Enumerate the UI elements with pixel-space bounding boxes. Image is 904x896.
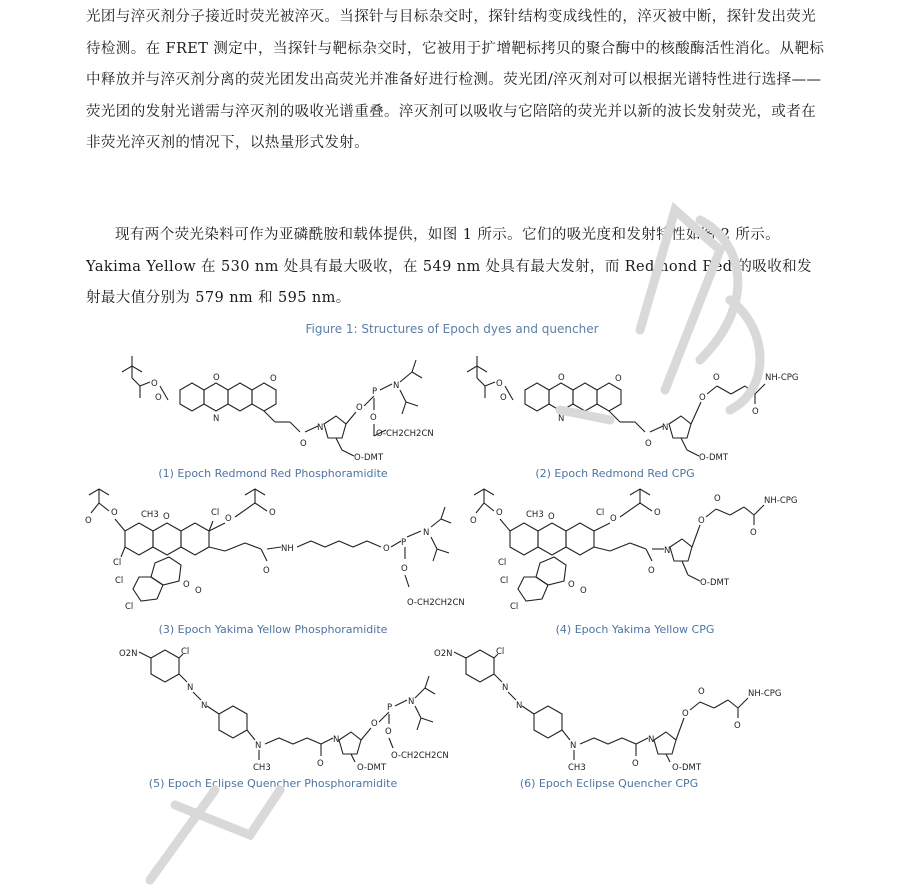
svg-text:O: O bbox=[648, 566, 655, 576]
svg-text:O: O bbox=[699, 393, 706, 403]
svg-text:O-CH2CH2CN: O-CH2CH2CN bbox=[407, 598, 465, 608]
caption-5: (5) Epoch Eclipse Quencher Phosphoramidite bbox=[148, 777, 398, 790]
svg-text:O: O bbox=[195, 586, 202, 596]
caption-3: (3) Epoch Yakima Yellow Phosphoramidite bbox=[158, 623, 388, 636]
svg-text:Cl: Cl bbox=[510, 602, 519, 612]
svg-text:O: O bbox=[610, 514, 617, 524]
svg-text:O: O bbox=[356, 403, 363, 413]
svg-text:O: O bbox=[750, 528, 757, 538]
svg-text:N: N bbox=[333, 735, 340, 745]
svg-text:O: O bbox=[85, 516, 92, 526]
svg-text:O: O bbox=[752, 407, 759, 417]
svg-text:O: O bbox=[698, 687, 705, 697]
svg-text:Cl: Cl bbox=[125, 602, 134, 612]
svg-text:CH3: CH3 bbox=[253, 763, 271, 773]
svg-text:O-DMT: O-DMT bbox=[354, 453, 384, 463]
svg-text:O: O bbox=[698, 516, 705, 526]
svg-text:O: O bbox=[632, 759, 639, 769]
svg-text:NH-CPG: NH-CPG bbox=[748, 689, 782, 699]
svg-text:O: O bbox=[213, 373, 220, 383]
caption-1: (1) Epoch Redmond Red Phosphoramidite bbox=[158, 467, 388, 480]
svg-text:O: O bbox=[270, 374, 277, 384]
svg-text:Cl: Cl bbox=[596, 508, 605, 518]
svg-text:N: N bbox=[558, 414, 565, 424]
svg-text:NH: NH bbox=[281, 544, 294, 554]
svg-text:Cl: Cl bbox=[113, 558, 122, 568]
svg-text:O: O bbox=[317, 759, 324, 769]
svg-text:CH3: CH3 bbox=[141, 510, 159, 520]
svg-text:N: N bbox=[408, 697, 415, 707]
svg-text:O: O bbox=[401, 564, 408, 574]
svg-text:P: P bbox=[387, 703, 393, 713]
svg-text:P: P bbox=[372, 387, 378, 397]
svg-text:O: O bbox=[654, 508, 661, 518]
svg-text:O: O bbox=[580, 586, 587, 596]
svg-text:O2N: O2N bbox=[434, 649, 453, 659]
caption-2: (2) Epoch Redmond Red CPG bbox=[535, 467, 695, 480]
svg-text:O: O bbox=[155, 393, 162, 403]
svg-text:O: O bbox=[714, 494, 721, 504]
svg-text:N: N bbox=[502, 683, 509, 693]
svg-text:O: O bbox=[383, 544, 390, 554]
svg-text:N: N bbox=[201, 701, 208, 711]
svg-text:O: O bbox=[500, 393, 507, 403]
svg-text:O-CH2CH2CN: O-CH2CH2CN bbox=[391, 751, 449, 761]
svg-text:N: N bbox=[187, 683, 194, 693]
caption-4: (4) Epoch Yakima Yellow CPG bbox=[555, 623, 715, 636]
svg-text:O: O bbox=[151, 379, 158, 389]
svg-text:O: O bbox=[682, 709, 689, 719]
svg-text:Cl: Cl bbox=[500, 576, 509, 586]
svg-text:O: O bbox=[496, 508, 503, 518]
svg-text:N: N bbox=[516, 701, 523, 711]
svg-text:N: N bbox=[648, 735, 655, 745]
svg-text:Cl: Cl bbox=[496, 647, 505, 657]
svg-text:Cl: Cl bbox=[115, 576, 124, 586]
svg-text:O-DMT: O-DMT bbox=[700, 578, 730, 588]
svg-text:O: O bbox=[548, 512, 555, 522]
svg-text:O-DMT: O-DMT bbox=[699, 453, 729, 463]
svg-text:O2N: O2N bbox=[119, 649, 138, 659]
structure-eclipse-quencher-cpg bbox=[430, 642, 790, 772]
svg-text:O: O bbox=[269, 508, 276, 518]
svg-text:O: O bbox=[370, 413, 377, 423]
svg-text:CH3: CH3 bbox=[568, 763, 586, 773]
svg-text:Cl: Cl bbox=[498, 558, 507, 568]
paragraph-1: 光团与淬灭剂分子接近时荧光被淬灭。当探针与目标杂交时，探针结构变成线性的，淬灭被中断，探针发出荧光待检测。在 FRET 测定中，当探针与靶标杂交时，它被用于扩增靶标拷贝的聚合酶中的核酸酶活性消化。从靶标中释放并与淬灭剂分离的荧光团发出高荧光并准备好进行检测。荧光团/淬灭剂对可以根据光谱特性进行选择——荧光团的发射光谱需与淬灭剂的吸收光谱重叠。淬灭剂可以吸收与它陪陪的荧光并以新的波长发射荧光，或者在非荧光淬灭剂的情况下，以热量形式发射。 bbox=[86, 9, 825, 151]
svg-text:O: O bbox=[558, 373, 565, 383]
svg-text:O: O bbox=[734, 721, 741, 731]
svg-text:O: O bbox=[385, 727, 392, 737]
svg-text:P: P bbox=[401, 538, 407, 548]
svg-text:O: O bbox=[470, 516, 477, 526]
caption-6: (6) Epoch Eclipse Quencher CPG bbox=[519, 777, 699, 790]
svg-text:N: N bbox=[662, 423, 669, 433]
svg-text:CH3: CH3 bbox=[526, 510, 544, 520]
svg-text:O: O bbox=[300, 439, 307, 449]
structure-eclipse-quencher-phosphoramidite bbox=[115, 642, 455, 772]
svg-text:O: O bbox=[163, 512, 170, 522]
svg-text:O: O bbox=[496, 379, 503, 389]
svg-text:N: N bbox=[255, 741, 262, 751]
svg-text:O: O bbox=[263, 566, 270, 576]
structure-redmond-red-cpg bbox=[455, 350, 799, 465]
paragraph-2: 现有两个荧光染料可作为亚磷酰胺和载体提供，如图 1 所示。它们的吸光度和发射特性如图 2 所示。Yakima Yellow 在 530 nm 处具有最大吸收，在 549 nm 处具有最大发射，而 Redmond Red 的吸收和发射最大值分别为 579 nm 和 595 nm。 bbox=[86, 227, 812, 306]
svg-text:N: N bbox=[393, 381, 400, 391]
svg-text:O: O bbox=[183, 580, 190, 590]
svg-text:NH-CPG: NH-CPG bbox=[764, 496, 798, 506]
figure-title: Figure 1: Structures of Epoch dyes and quencher bbox=[305, 322, 599, 336]
svg-text:O: O bbox=[371, 719, 378, 729]
svg-text:NH-CPG: NH-CPG bbox=[765, 373, 799, 383]
svg-text:O: O bbox=[225, 514, 232, 524]
svg-text:O: O bbox=[713, 373, 720, 383]
svg-text:O: O bbox=[645, 439, 652, 449]
svg-text:O: O bbox=[568, 580, 575, 590]
svg-text:N: N bbox=[317, 423, 324, 433]
svg-text:Cl: Cl bbox=[211, 508, 220, 518]
svg-text:O: O bbox=[615, 374, 622, 384]
structure-redmond-red-phosphoramidite bbox=[110, 350, 450, 465]
svg-text:O-DMT: O-DMT bbox=[357, 763, 387, 773]
svg-text:O: O bbox=[111, 508, 118, 518]
svg-text:Cl: Cl bbox=[181, 647, 190, 657]
svg-text:N: N bbox=[570, 741, 577, 751]
structure-yakima-yellow-phosphoramidite bbox=[85, 485, 485, 620]
structure-yakima-yellow-cpg bbox=[470, 485, 810, 620]
svg-text:N: N bbox=[664, 546, 671, 556]
svg-text:N: N bbox=[213, 414, 220, 424]
svg-text:N: N bbox=[423, 528, 430, 538]
svg-text:O-CH2CH2CN: O-CH2CH2CN bbox=[376, 429, 434, 439]
svg-text:O-DMT: O-DMT bbox=[672, 763, 702, 773]
